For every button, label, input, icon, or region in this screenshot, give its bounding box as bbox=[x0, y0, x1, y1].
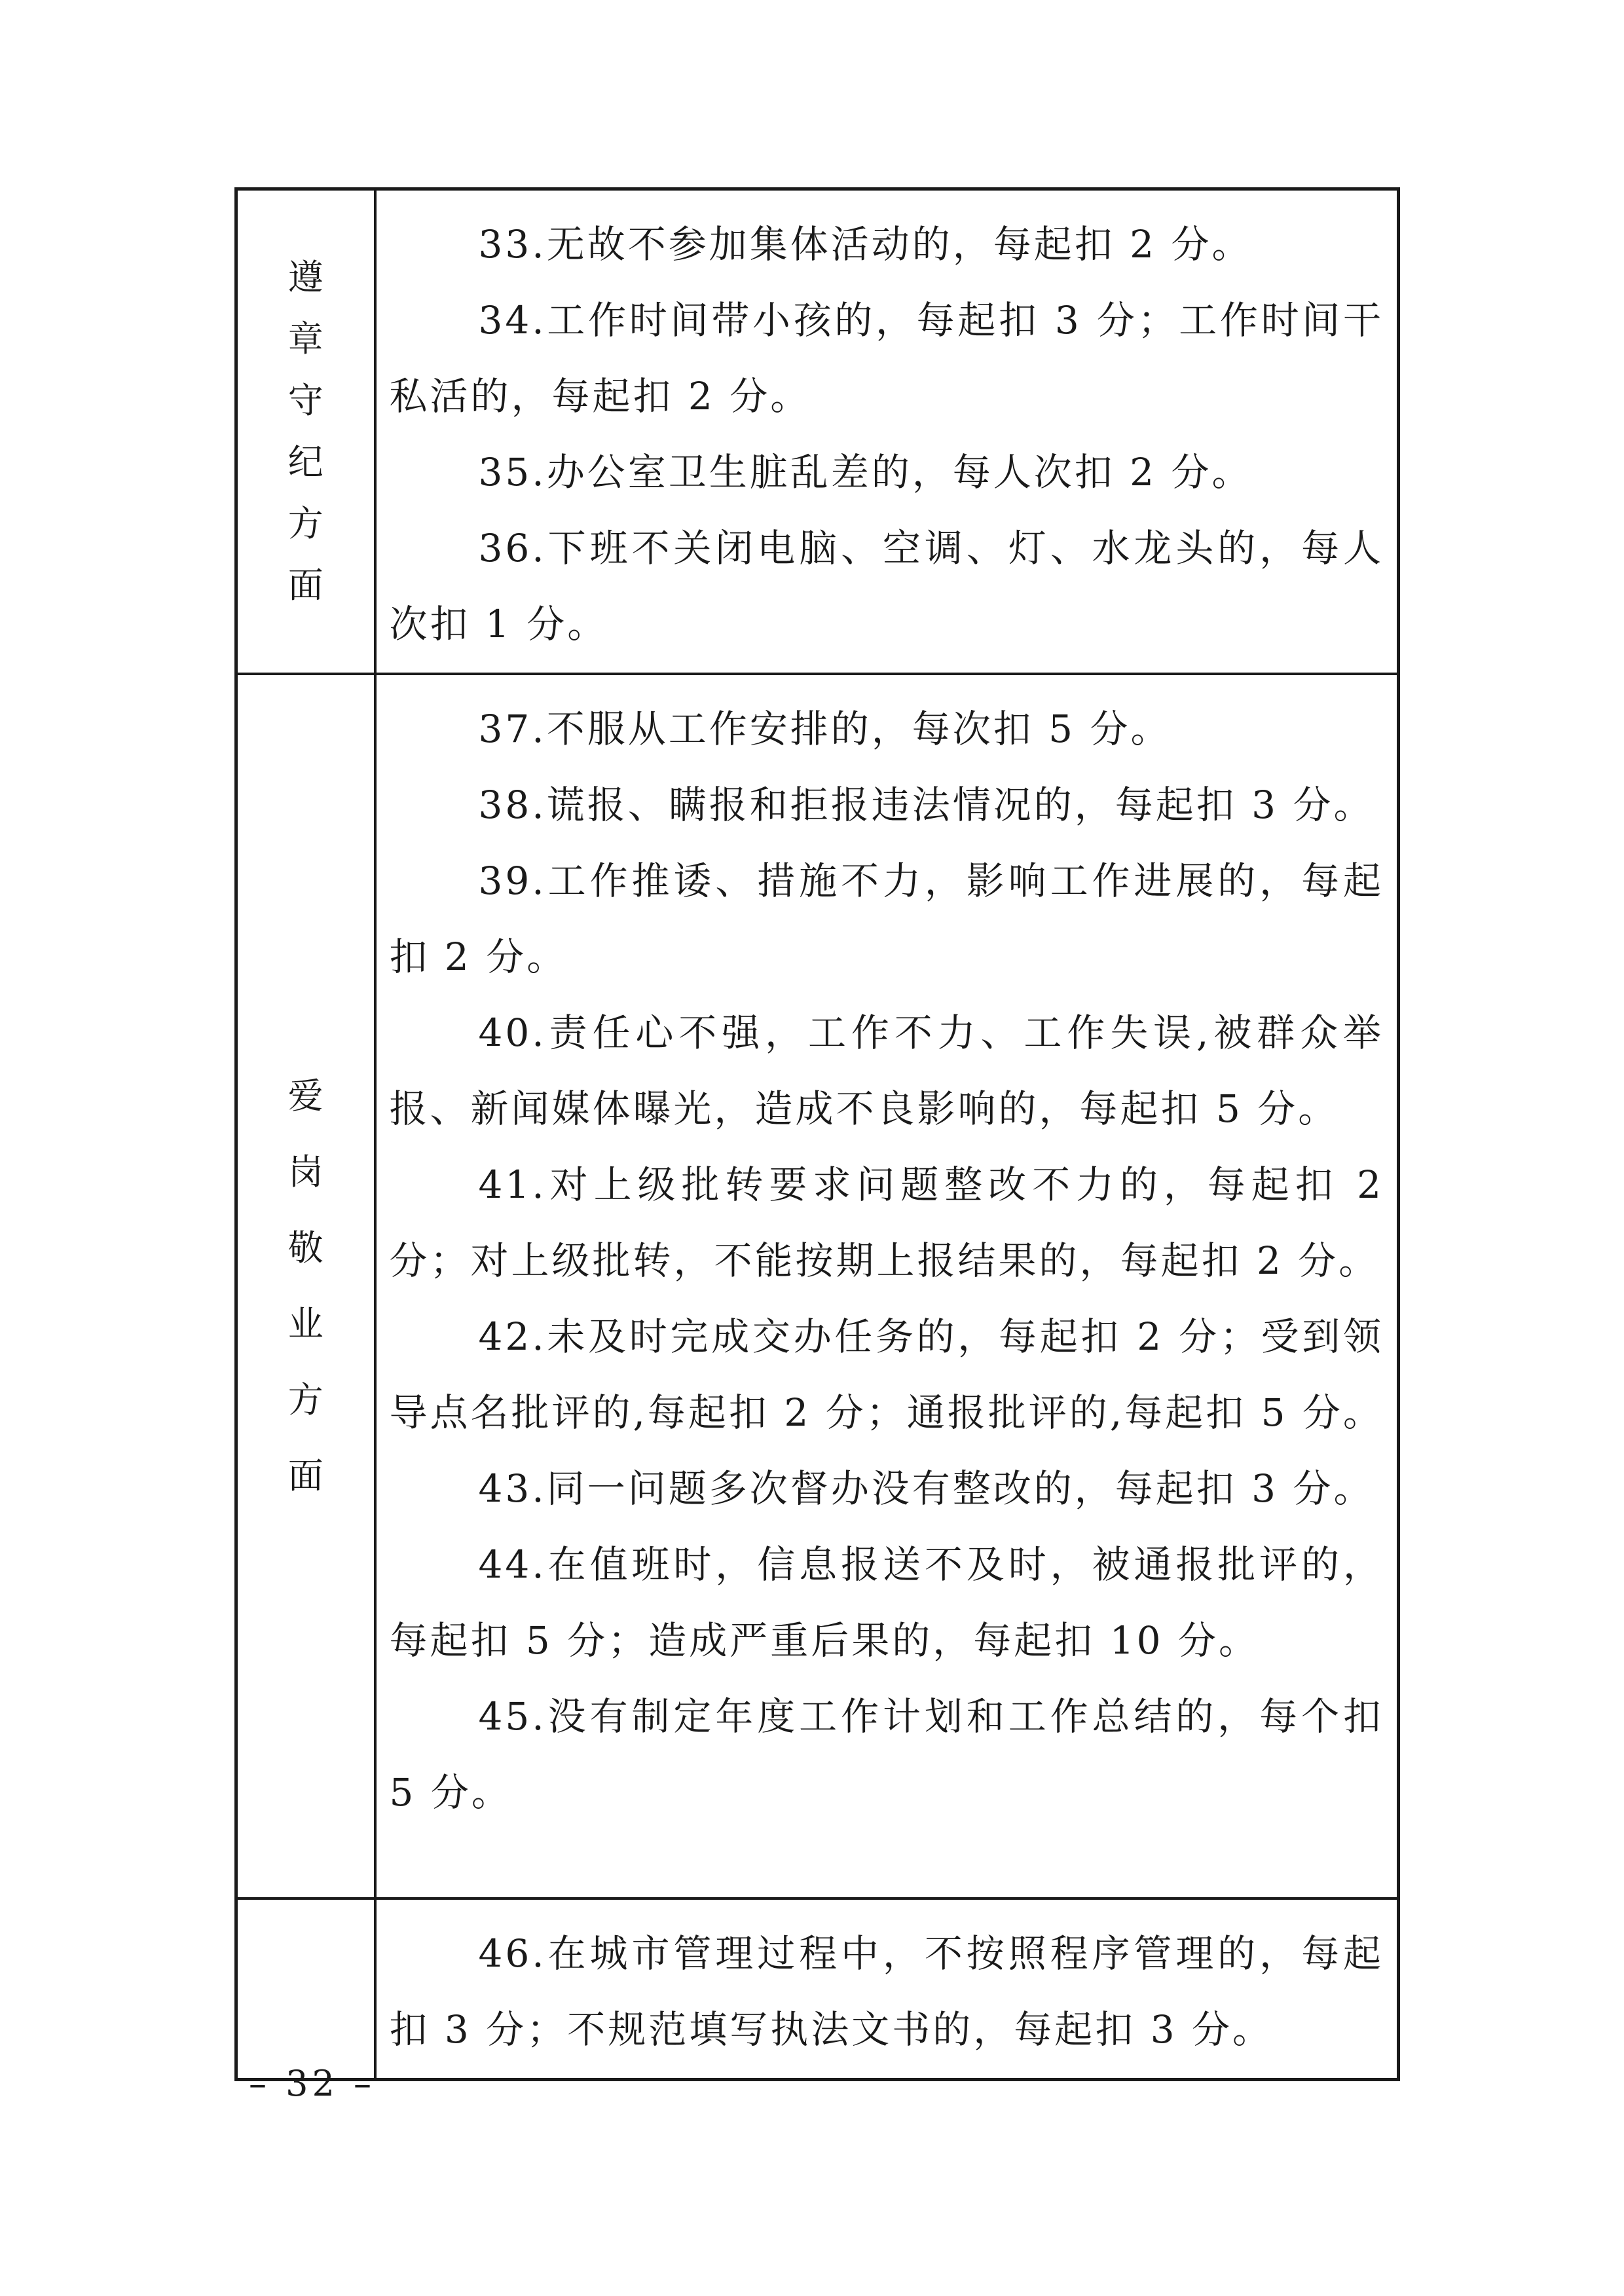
table-row bbox=[236, 674, 1399, 1898]
category-cell bbox=[236, 1898, 375, 2080]
deduction-rules-table bbox=[234, 187, 1400, 2081]
rule-item: 36.下班不关闭电脑、空调、灯、水龙头的，每人次扣 1 分。 bbox=[389, 526, 1384, 646]
rule-item: 39.工作推诿、措施不力，影响工作进展的，每起扣 2 分。 bbox=[389, 859, 1384, 979]
rule-item: 35.办公室卫生脏乱差的，每人次扣 2 分。 bbox=[478, 450, 1253, 494]
page-number: – 32 – bbox=[249, 2063, 376, 2104]
rule-item: 33.无故不参加集体活动的，每起扣 2 分。 bbox=[478, 222, 1253, 267]
rule-item: 34.工作时间带小孩的，每起扣 3 分；工作时间干私活的，每起扣 2 分。 bbox=[389, 298, 1384, 418]
rule-item: 40.责任心不强，工作不力、工作失误,被群众举报、新闻媒体曝光，造成不良影响的，每起扣 5 分。 bbox=[389, 1010, 1384, 1131]
rule-item: 43.同一问题多次督办没有整改的，每起扣 3 分。 bbox=[478, 1466, 1375, 1511]
category-cell bbox=[236, 674, 375, 1898]
rules-cell bbox=[375, 189, 1399, 675]
category-cell bbox=[236, 189, 375, 675]
rule-item: 38.谎报、瞒报和拒报违法情况的，每起扣 3 分。 bbox=[478, 783, 1375, 827]
rule-item: 44.在值班时，信息报送不及时，被通报批评的，每起扣 5 分；造成严重后果的，每起扣 10 分。 bbox=[389, 1542, 1384, 1663]
rule-item: 45.没有制定年度工作计划和工作总结的，每个扣 5 分。 bbox=[389, 1694, 1384, 1815]
rules-cell bbox=[375, 674, 1399, 1898]
rules-cell bbox=[375, 1898, 1399, 2080]
category-label: 爱 岗 敬 业 方 面 bbox=[287, 1075, 323, 1496]
table-row bbox=[236, 189, 1399, 675]
category-label: 遵 章 守 纪 方 面 bbox=[287, 257, 323, 606]
rule-item: 46.在城市管理过程中，不按照程序管理的，每起扣 3 分；不规范填写执法文书的，每起扣 3 分。 bbox=[389, 1931, 1384, 2052]
table-row bbox=[236, 1898, 1399, 2080]
rule-item: 41.对上级批转要求问题整改不力的，每起扣 2 分；对上级批转，不能按期上报结果的，每起扣 2 分。 bbox=[389, 1162, 1384, 1283]
rule-item: 42.未及时完成交办任务的，每起扣 2 分；受到领导点名批评的,每起扣 2 分；通报批评的,每起扣 5 分。 bbox=[389, 1314, 1384, 1435]
rule-item: 37.不服从工作安排的，每次扣 5 分。 bbox=[478, 707, 1172, 751]
